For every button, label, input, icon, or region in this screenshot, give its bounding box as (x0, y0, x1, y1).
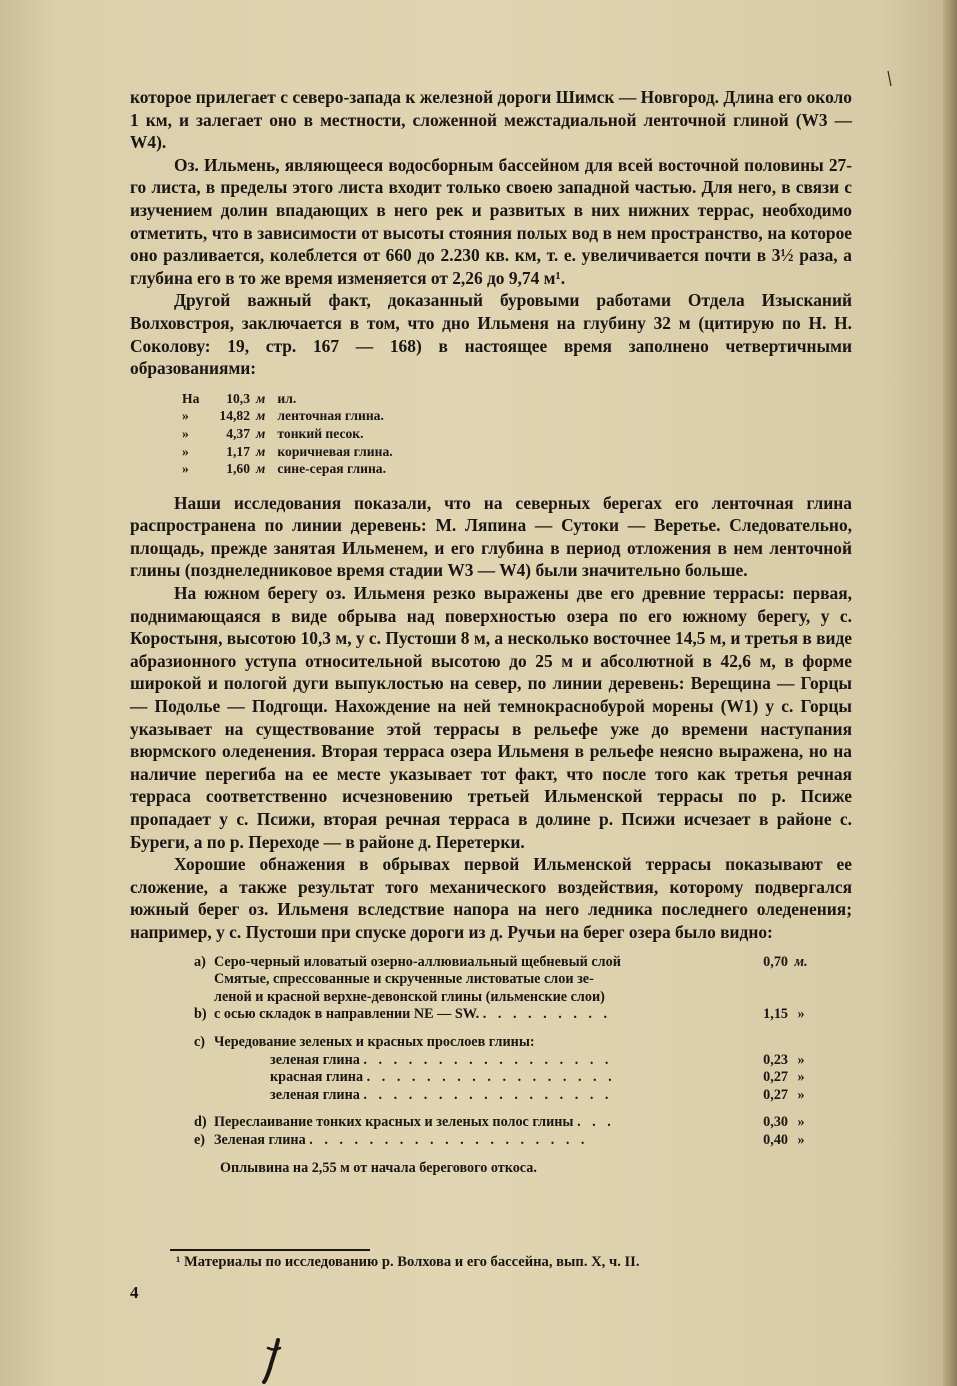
body-text (130, 86, 852, 1177)
paragraph-3: Другой важный факт, доказанный буровыми работами Отдела Изысканий Волховстроя, заключается в том, что дно Ильменя на глубину 32 м (цитирую по Н. Н. Соколову: 19, стр. 167 — 168) в настоящее время заполнено четвертичными образованиями: (130, 290, 852, 379)
layer-a: a) Серо-черный иловатый озерно-аллювиальный щебневый слой 0,70 м. (194, 953, 808, 970)
layer-e: e) Зеленая глина . . . . . . . . . . . . . . . . . . . 0,40 » (194, 1131, 805, 1148)
borehole-row: » 1,60 м сине-серая глина. (182, 461, 386, 477)
section-layers (194, 954, 814, 1178)
borehole-row: На 10,3 м ил. (182, 390, 297, 406)
paragraph-5: На южном берегу оз. Ильменя резко выражены две его древние террасы: первая, поднимающаяся в виде обрыва над поверхностью озера по его южному берегу, у с. Коростыня, высотою 10,3 м, у с. Пустоши 8 м, а несколько восточнее 14,5 м, и третья в виде абразионного уступа относительной высотою до 25 м и абсолютной в 42,6 м, в форме широкой и пологой дуги выпуклостью на север, по линии деревень: Верещина — Горцы — Подолье — Подгощи. Нахождение на ней темнокраснобурой морены (W1) у с. Горцы указывает на существование этой террасы в рельефе уже до времени наступания вюрмского оледенения. Вторая терраса озера Ильменя в рельефе неясно выражена, но на наличие перегиба на ее месте указывает тот факт, что после того как третья речная терраса соответственно исчезновению третьей Ильменской террасы по р. Псиже пропадает у с. Псижи, вторая речная терраса в долине р. Псижи исчезает в районе с. Буреги, а по р. Переходе — в районе д. Перетерки. (130, 583, 853, 852)
borehole-list (174, 390, 852, 478)
paragraph-2: Оз. Ильмень, являющееся водосборным бассейном для всей восточной половины 27-го листа, в пределы этого листа входит только своею западной частью. Для него, в связи с изучением долин впадающих в него рек и развитых в них нижних террас, необходимо отметить, что в зависимости от высоты стояния полых вод в нем пространство, на которое оно разливается, колеблется от 660 до 2.230 кв. км, т. е. увеличивается почти в 3½ раза, а глубина его в то же время изменяется от 2,26 до 9,74 м¹. (130, 154, 852, 288)
paragraph-1: которое прилегает с северо-запада к железной дороги Шимск — Новгород. Длина его около 1 км, и залегает оно в местности, сложенной межстадиальной ленточной глиной (W3 — W4). (130, 87, 852, 153)
page-edge (943, 0, 957, 1386)
page-number: 4 (130, 1283, 139, 1302)
margin-tick-mark (885, 70, 895, 88)
layer-c-row: зеленая глина . . . . . . . . . . . . . . . . . 0,27 » (270, 1086, 805, 1103)
paragraph-4: Наши исследования показали, что на северных берегах его ленточная глина распространена по линии деревень: М. Ляпина — Сутоки — Веретье. Следовательно, площадь, прежде занятая Ильменем, и его глубина в период отложения в нем ленточной глины (позднеледниковое время стадии W3 — W4) были значительно больше. (130, 492, 852, 581)
borehole-row: » 14,82 м ленточная глина. (182, 408, 384, 424)
paragraph-6: Хорошие обнажения в обрывах первой Ильменской террасы показывают ее сложение, а также результат того механического воздействия, которому подвергался южный берег оз. Ильменя вследствие напора на него ледника последнего оледенения; например, у с. Пустоши при спуске дороги из д. Ручьи на берег озера было видно: (130, 854, 852, 942)
ink-mark (258, 1338, 288, 1384)
layer-c-row: зеленая глина . . . . . . . . . . . . . . . . . 0,23 » (270, 1051, 805, 1068)
layer-c: c) Чередование зеленых и красных прослоев глины: (194, 1033, 535, 1050)
layer-b: b) Смятые, спрессованные и скрученные листоватые слои зе- леной и красной верхне-девонской глины (ильменские слои) с осью складок в направлении NE — SW. . . . . . . . . . 1,15 » (194, 971, 805, 1023)
borehole-row: » 1,17 м коричневая глина. (182, 443, 393, 459)
layer-c-row: красная глина . . . . . . . . . . . . . . . . . 0,27 » (270, 1069, 805, 1086)
footnote-rule (170, 1249, 370, 1251)
borehole-row: » 4,37 м тонкий песок. (182, 425, 364, 441)
footnote: ¹ Материалы по исследованию р. Волхова и его бассейна, вып. X, ч. II. (176, 1254, 640, 1270)
layer-d: d) Переслаивание тонких красных и зеленых полос глины . . . 0,30 » (194, 1114, 805, 1131)
layer-tail: Оплывина на 2,55 м от начала берегового откоса. (220, 1159, 537, 1176)
